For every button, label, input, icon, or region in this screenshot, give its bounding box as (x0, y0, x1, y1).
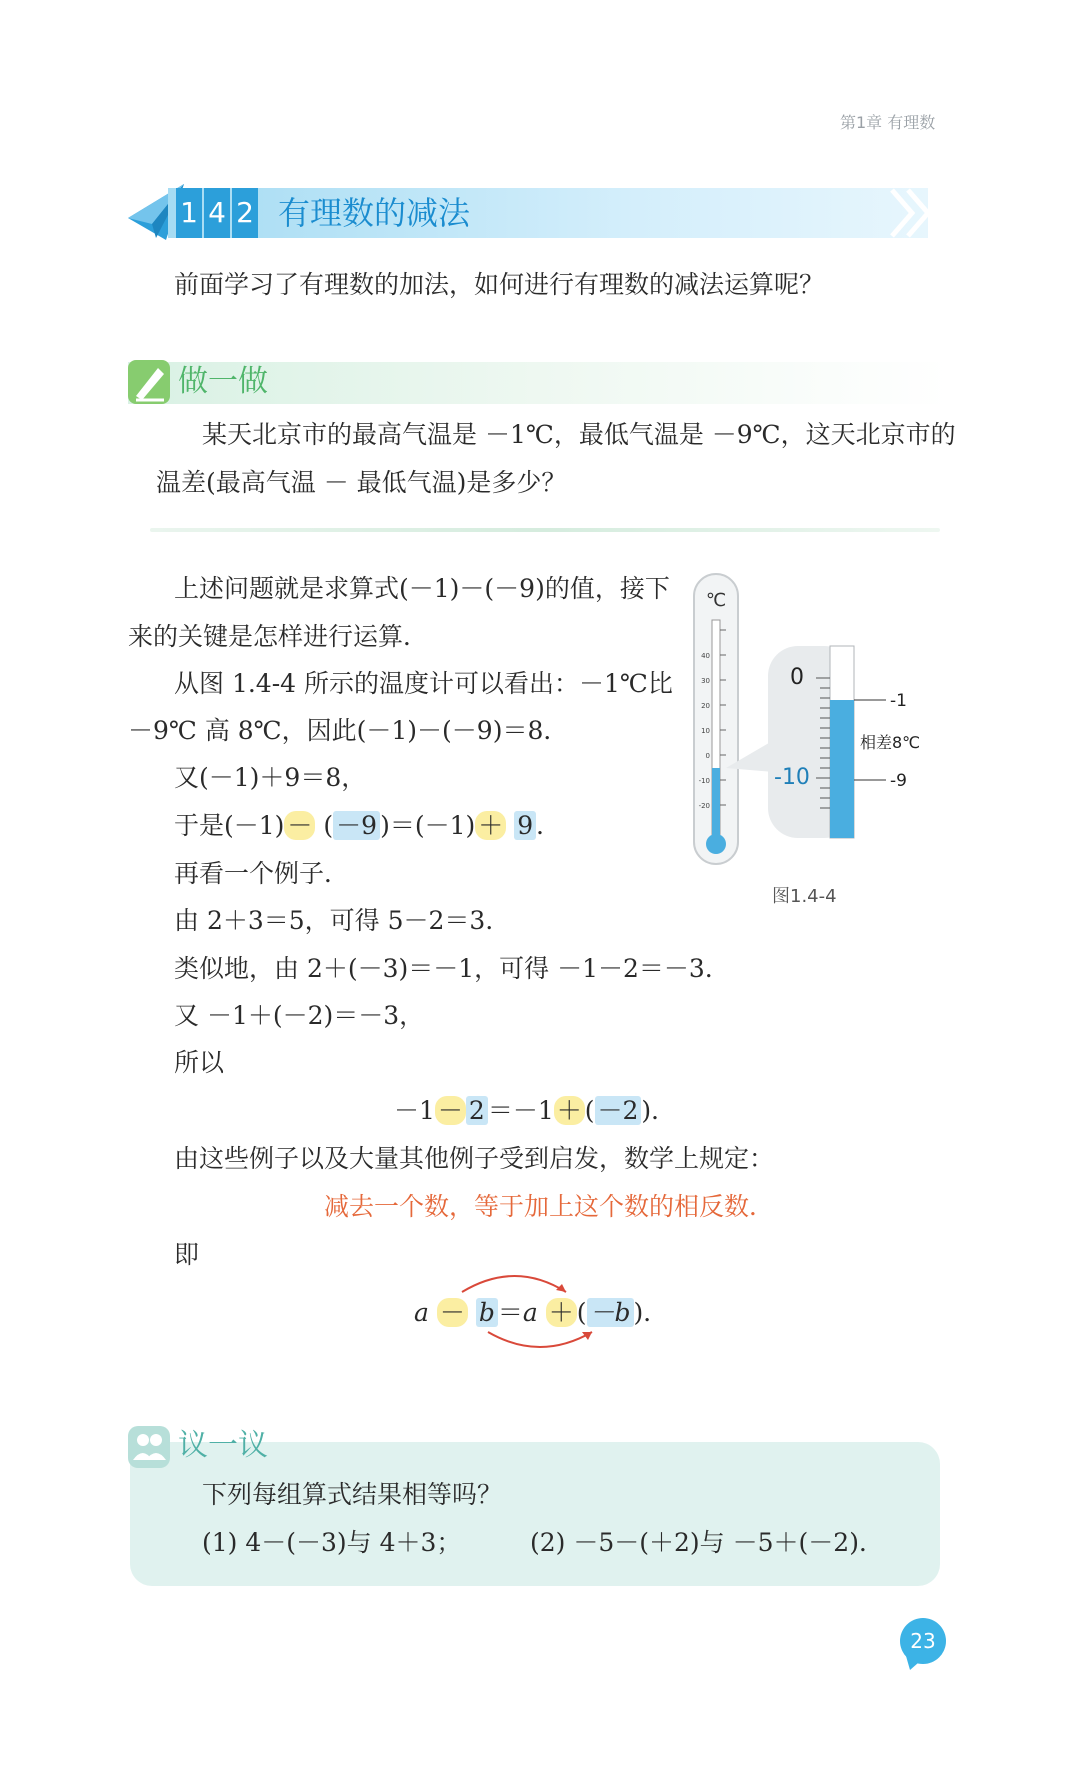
activity-label: 做一做 (178, 364, 268, 399)
scale-label: -20 (698, 802, 710, 810)
body-line: 所以 (174, 1048, 225, 1077)
difference-label: 相差8℃ (860, 733, 921, 752)
discuss-item-1: (1) 4－(－3)与 4＋3； (202, 1528, 462, 1557)
discuss-label: 议一议 (178, 1428, 268, 1463)
number-highlight: －2 (595, 1096, 642, 1125)
scale-label: -10 (698, 777, 710, 785)
zoom-bottom-label: -10 (774, 765, 810, 790)
section-number-part: 4 (204, 188, 230, 238)
number-highlight: 9 (514, 811, 536, 840)
plus-highlight: ＋ (554, 1096, 585, 1125)
subtraction-rule: 减去一个数，等于加上这个数的相反数． (324, 1192, 775, 1221)
body-line: 又 －1＋(－2)＝－3， (174, 1001, 425, 1030)
scale-label: 30 (701, 677, 710, 685)
scale-label: 0 (705, 752, 710, 760)
figure-caption: 图1.4-4 (772, 886, 837, 907)
activity-line-1: 某天北京市的最高气温是 －1℃，最低气温是 －9℃，这天北京市的 (202, 420, 956, 449)
body-line: 从图 1.4-4 所示的温度计可以看出：－1℃比 (174, 669, 673, 698)
body-line: 类似地，由 2＋(－3)＝－1，可得 －1－2＝－3． (174, 954, 730, 983)
body-line: －9℃ 高 8℃，因此(－1)－(－9)＝8． (128, 716, 569, 745)
scale-label: 20 (701, 702, 710, 710)
body-line: 由这些例子以及大量其他例子受到启发，数学上规定： (174, 1144, 775, 1173)
page-number: 23 (900, 1618, 946, 1664)
chapter-header: 第1章 有理数 (840, 113, 936, 132)
body-line: 上述问题就是求算式(－1)－(－9)的值，接下 (174, 574, 670, 603)
zoom-top-label: 0 (790, 665, 804, 690)
example-equation: －1 － 2 ＝－1 ＋ ( －2 )． (394, 1096, 677, 1125)
body-line: 又(－1)＋9＝8， (174, 763, 367, 792)
body-line: 即 (174, 1240, 200, 1269)
intro-text: 前面学习了有理数的加法，如何进行有理数的减法运算呢？ (174, 270, 825, 299)
section-number (176, 188, 260, 238)
scale-label: 10 (701, 727, 710, 735)
body-line: 再看一个例子． (174, 859, 350, 888)
discuss-item-2: (2) －5－(＋2)与 －5＋(－2)． (530, 1528, 884, 1557)
thermometer-unit: ℃ (705, 590, 727, 611)
section-number-part: 2 (232, 188, 258, 238)
thermometer-figure (690, 572, 950, 872)
activity-line-2: 温差(最高气温 － 最低气温)是多少？ (156, 468, 567, 497)
variable-highlight: b (476, 1298, 498, 1327)
section-title: 有理数的减法 (278, 194, 471, 232)
mark-low-label: -9 (890, 771, 907, 791)
page-badge-tail (906, 1656, 926, 1672)
rule-formula: a － b ＝a ＋ ( －b )． (414, 1298, 669, 1327)
plus-highlight: ＋ (546, 1298, 577, 1327)
people-icon (128, 1426, 170, 1468)
minus-highlight: － (437, 1298, 468, 1327)
body-line-highlighted: 于是(－1) － ( －9 )＝(－1) ＋ 9 ． (174, 811, 562, 840)
body-line: 由 2＋3＝5，可得 5－2＝3． (174, 906, 511, 935)
mark-high-label: -1 (890, 691, 907, 711)
section-number-part: 1 (176, 188, 202, 238)
minus-highlight: － (284, 811, 315, 840)
variable-highlight: －b (587, 1298, 634, 1327)
plus-highlight: ＋ (475, 811, 506, 840)
number-highlight: －9 (333, 811, 380, 840)
number-highlight: 2 (466, 1096, 488, 1125)
activity-divider (150, 528, 940, 532)
scale-label: 40 (701, 652, 710, 660)
discuss-question: 下列每组算式结果相等吗？ (202, 1480, 503, 1509)
chevron-right-icon (888, 188, 936, 238)
body-line: 来的关键是怎样进行运算． (128, 622, 429, 651)
pencil-ruler-icon (128, 360, 170, 404)
minus-highlight: － (435, 1096, 466, 1125)
